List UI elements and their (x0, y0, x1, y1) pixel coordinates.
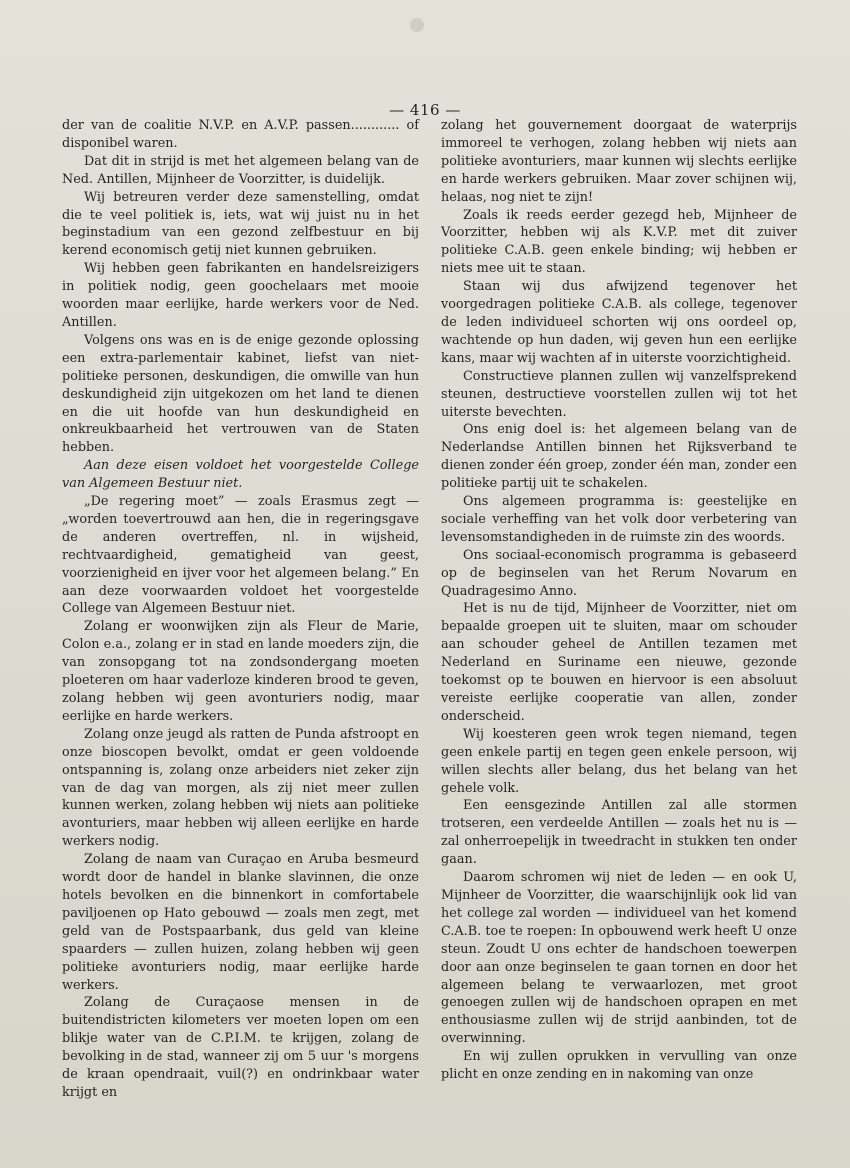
paragraph: Wij koesteren geen wrok tegen niemand, tegen geen enkele partij en tegen geen enkele persoon, wij willen slechts aller belang, dus het belang van het gehele volk. (441, 726, 797, 796)
paragraph: der van de coalitie N.V.P. en A.V.P. passen............ of disponibel waren. (62, 118, 419, 151)
paragraph: Constructieve plannen zullen wij vanzelfsprekend steunen, destructieve voorstellen zullen wij tot het uiterste bevechten. (441, 368, 797, 420)
paragraph: Ons algemeen programma is: geestelijke en sociale verheffing van het volk door verbetering van levensomstandigheden in de ruimste zin des woords. (441, 494, 797, 545)
paragraph: Een eensgezinde Antillen zal alle stormen trotseren, een verdeelde Antillen — zoals het nu is — zal onherroepelijk in tweedracht in stukken ten onder gaan. (441, 798, 797, 868)
paragraph: Het is nu de tijd, Mijnheer de Voorzitter, niet om bepaalde groepen uit te sluiten, maar om schouder aan schouder geheel de Antillen tezamen met Nederland en Suriname een nieuwe, gezonde toekomst op te bouwen en hiervoor is een absoluut vereiste eerlijke cooperatie van allen, zonder onderscheid. (441, 601, 797, 724)
punch-hole-mark (410, 18, 424, 32)
paragraph-italic: Aan deze eisen voldoet het voorgestelde College van Algemeen Bestuur niet. (62, 458, 419, 492)
right-column (441, 117, 797, 1084)
left-column (62, 117, 419, 1102)
paragraph: Zolang de Curaçaose mensen in de buitendistricten kilometers ver moeten lopen om een blikje water van de C.P.I.M. te krijgen, zolang de bevolking in de stad, wanneer zij om 5 uur 's morgens de kraan opendraait, vuil(?) en ondrinkbaar water krijgt en (62, 995, 419, 1100)
paragraph: zolang het gouvernement doorgaat de waterprijs immoreel te verhogen, zolang hebben wij niets aan politieke avonturiers, maar kunnen wij slechts eerlijke en harde werkers gebruiken. Maar zover schijnen wij, helaas, nog niet te zijn! (441, 118, 797, 205)
paragraph: Zolang onze jeugd als ratten de Punda afstroopt en onze bioscopen bevolkt, omdat er geen voldoende ontspanning is, zolang onze arbeiders niet zeker zijn van de dag van morgen, als zij niet meer zullen kunnen werken, zolang hebben wij niets aan politieke avonturiers, maar hebben wij alleen eerlijke en harde werkers nodig. (62, 726, 419, 850)
paragraph: En wij zullen oprukken in vervulling van onze plicht en onze zending en in nakoming van onze (441, 1049, 797, 1083)
page-number: — 416 — (389, 101, 461, 119)
paragraph: Wij hebben geen fabrikanten en handelsreizigers in politiek nodig, geen goochelaars met mooie woorden maar eerlijke, harde werkers voor de Ned. Antillen. (62, 261, 419, 330)
paragraph: Wij betreuren verder deze samenstelling, omdat die te veel politiek is, iets, wat wij juist nu in het beginstadium van een gezond zelfbestuur en bij kerend economisch getij niet kunnen gebruiken. (62, 189, 419, 259)
paragraph: Staan wij dus afwijzend tegenover het voorgedragen politieke C.A.B. als college, tegenover de leden individueel schorten wij ons oordeel op, wachtende op hun daden, wij geven hun een eerlijke kans, maar wij wachten af in uiterste voorzichtigheid. (441, 279, 797, 366)
paragraph: Ons enig doel is: het algemeen belang van de Nederlandse Antillen binnen het Rijksverband te dienen zonder één groep, zonder één man, zonder een politieke partij uit te schakelen. (441, 422, 797, 492)
paragraph: Ons sociaal-economisch programma is gebaseerd op de beginselen van het Rerum Novarum en Quadragesimo Anno. (441, 547, 797, 599)
paragraph: Daarom schromen wij niet de leden — en ook U, Mijnheer de Voorzitter, die waarschijnlijk ook lid van het college zal worden — individueel van het komend C.A.B. toe te roepen: In opbouwend werk heeft U onze steun. Zoudt U ons echter de handschoen toewerpen door aan onze beginselen te gaan tornen en door het algemeen belang te verwaarlozen, met groot genoegen zullen wij de handschoen oprapen en met enthousiasme zullen wij de strijd aanbinden, tot de overwinning. (441, 870, 797, 1047)
paragraph: Zolang de naam van Curaçao en Aruba besmeurd wordt door de handel in blanke slavinnen, die onze hotels bevolken en die binnenkort in comfortabele paviljoenen op Hato gebouwd — zoals men zegt, met geld van de Postspaarbank, dus geld van kleine spaarders — zullen huizen, zolang hebben wij geen politieke avonturiers nodig, maar eerlijke harde werkers. (62, 852, 419, 993)
paragraph: Zolang er woonwijken zijn als Fleur de Marie, Colon e.a., zolang er in stad en lande moeders zijn, die van zonsopgang tot na zondsondergang moeten ploeteren om haar vaderloze kinderen brood te geven, zolang hebben wij geen avonturiers nodig, maar eerlijke en harde werkers. (62, 619, 419, 724)
paragraph-quote: „De regering moet” — zoals Erasmus zegt — „worden toevertrouwd aan hen, die in regeringsgave de anderen overtreffen, nl. in wijsheid, rechtvaardigheid, gematigheid van geest, voorzienigheid en ijver voor het algemeen belang.” En aan deze voorwaarden voldoet het voorgestelde College van Algemeen Bestuur niet. (62, 494, 419, 617)
paragraph: Dat dit in strijd is met het algemeen belang van de Ned. Antillen, Mijnheer de Voorzitter, is duidelijk. (62, 153, 419, 187)
paragraph: Zoals ik reeds eerder gezegd heb, Mijnheer de Voorzitter, hebben wij als K.V.P. met dit zuiver politieke C.A.B. geen enkele binding; wij hebben er niets mee uit te staan. (441, 207, 797, 277)
paragraph: Volgens ons was en is de enige gezonde oplossing een extra-parlementair kabinet, liefst van niet-politieke personen, deskundigen, die omwille van hun deskundigheid zijn uitgekozen om het land te dienen en die uit hoofde van hun deskundigheid en onkreukbaarheid het vertrouwen van de Staten hebben. (62, 332, 419, 456)
